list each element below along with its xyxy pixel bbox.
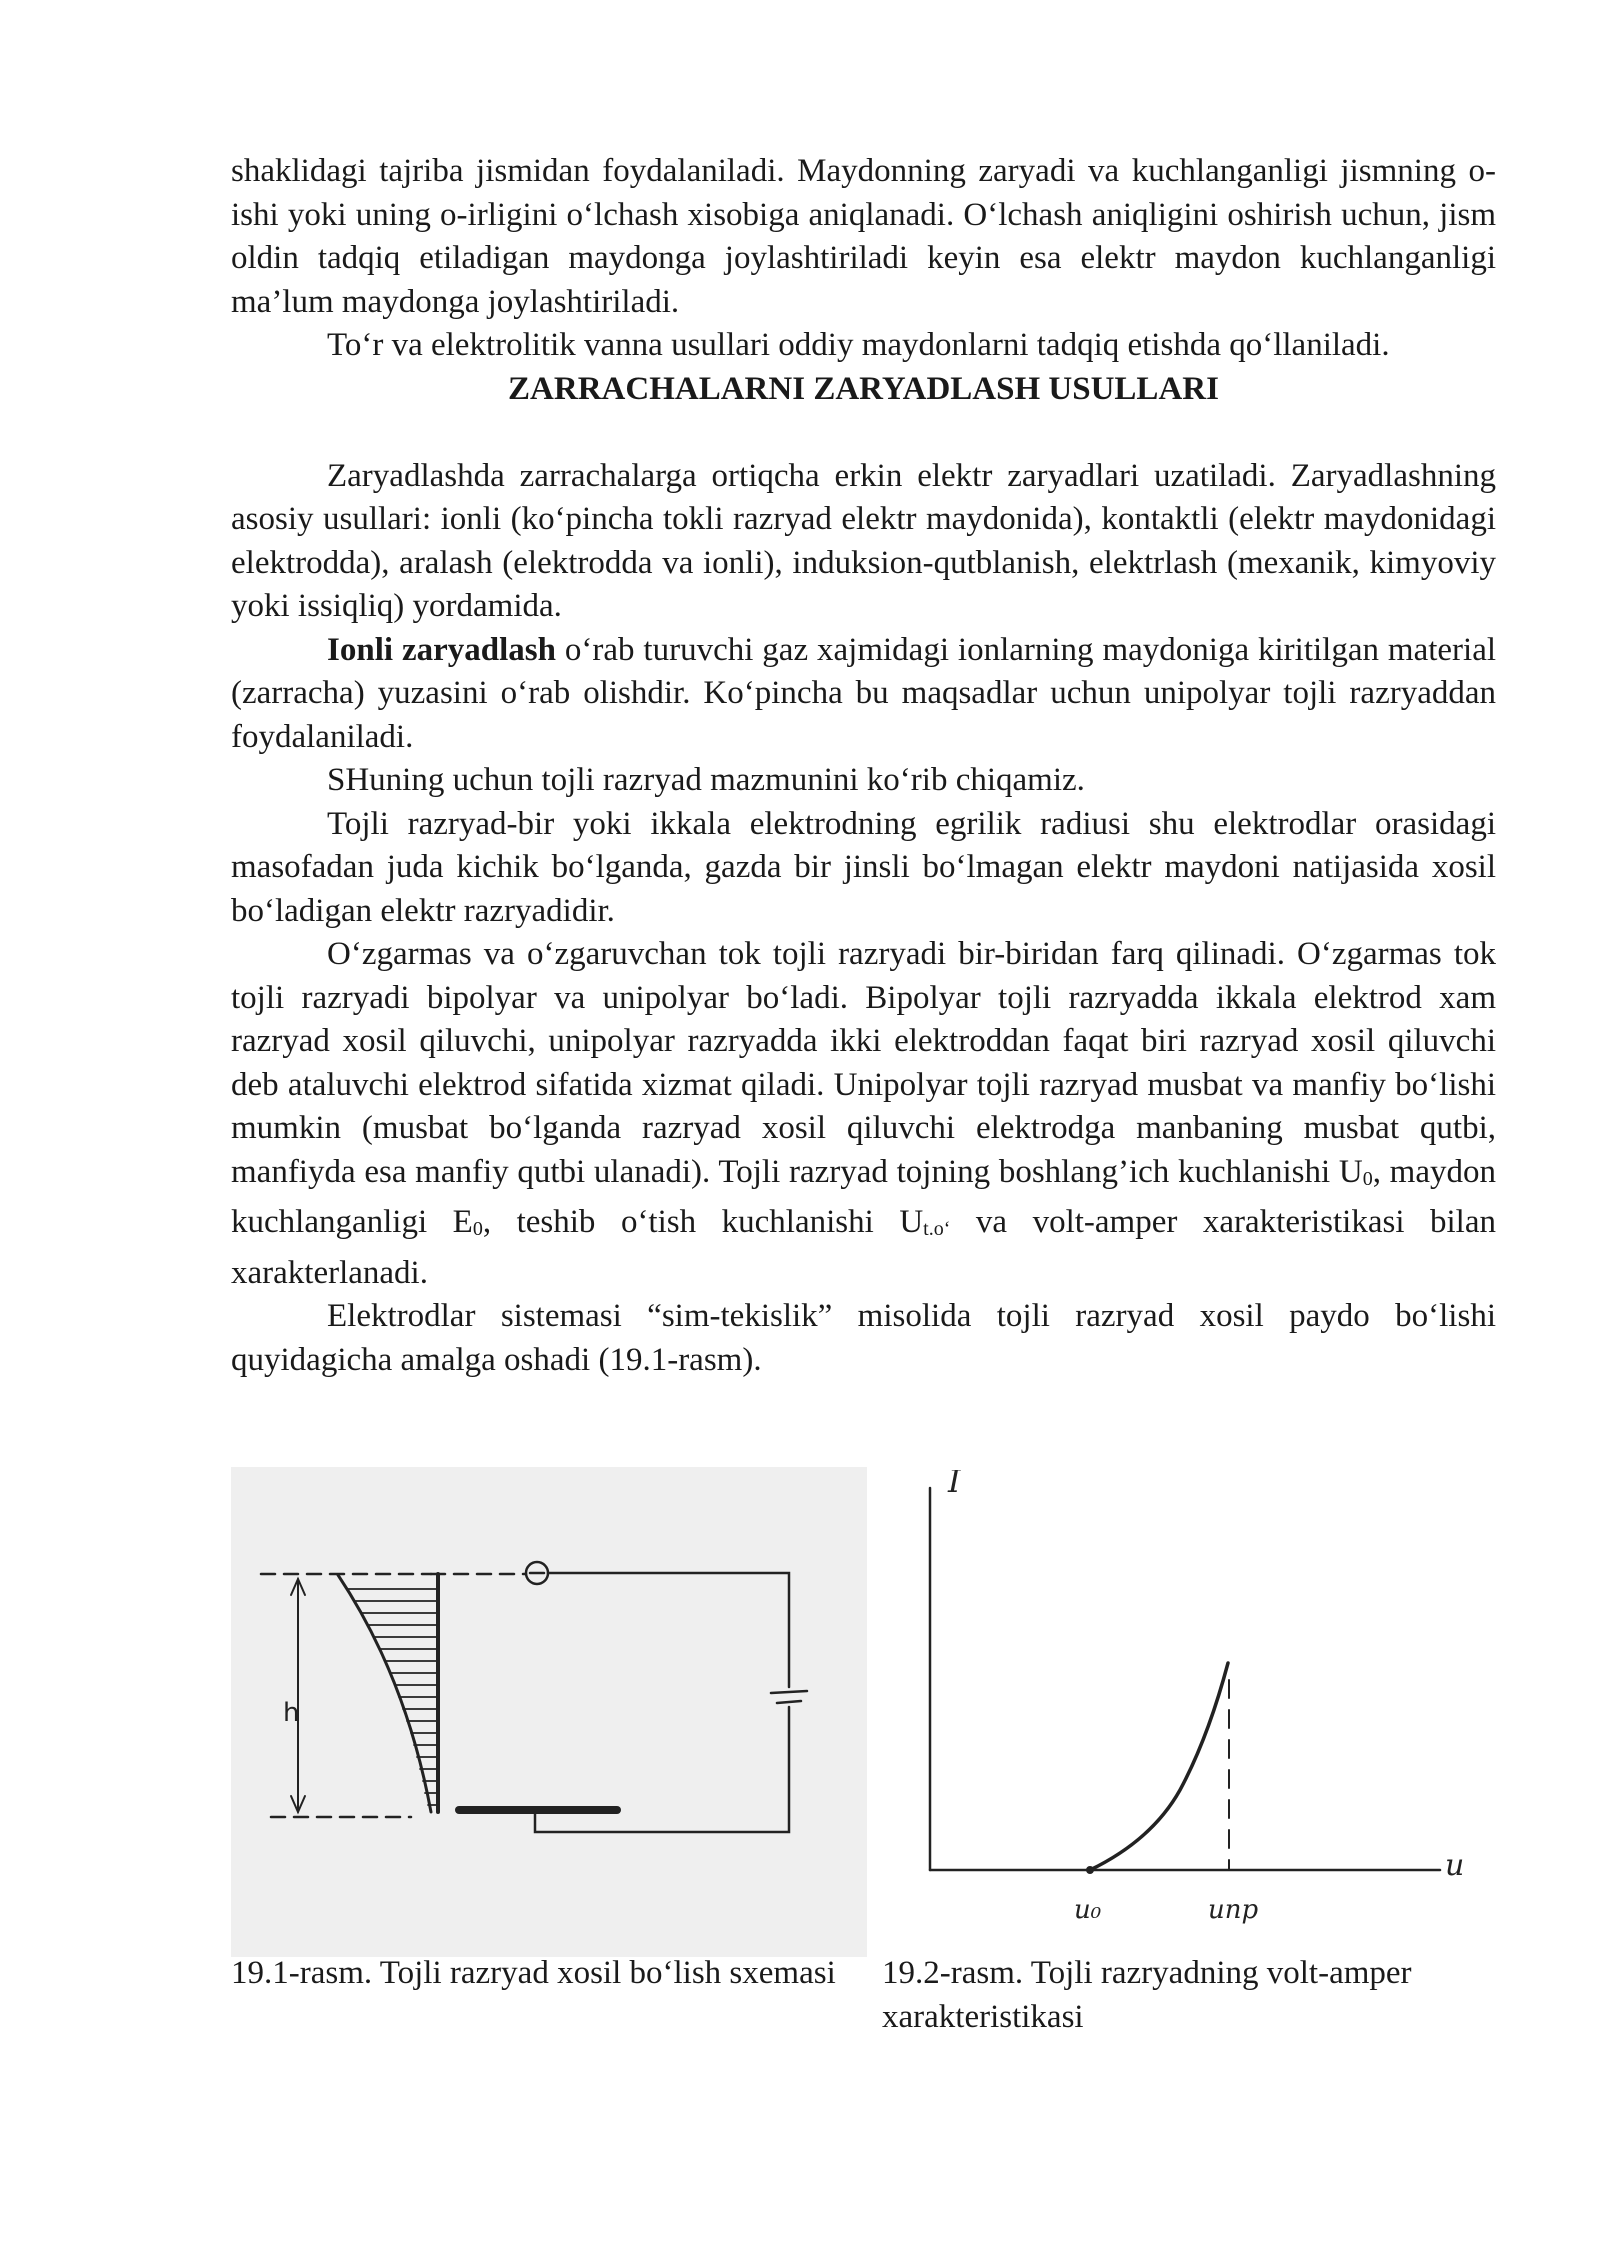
paragraph-2: To‘r va elektrolitik vanna usullari oddiy maydonlarni tadqiq etishda qo‘llaniladi. [327, 327, 1390, 363]
field-profile-curve [338, 1575, 431, 1812]
u0-point [1087, 1867, 1094, 1874]
x-axis-label: u [1445, 1848, 1465, 1883]
paragraph-3: Zaryadlashda zarrachalarga ortiqcha erkin elektr zaryadlari uzatiladi. Zaryadlashning asosiy usullari: ionli (ko‘pincha tokli razryad elektr maydonida), kontaktli (elektr maydonidagi elektrodda), aralash (elektrodda va ionli), induksion-qutblanish, elektrlash (mexanik, kimyoviy yoki issiqliq) yordamida. [231, 457, 1496, 624]
height-label: h [283, 1698, 300, 1728]
paragraph-7-part-d: va volt-amper xarakteristikasi bilan xarakterlanadi. [231, 1204, 1496, 1291]
subscript-u0: 0 [1362, 1167, 1373, 1190]
paragraph-6: Tojli razryad-bir yoki ikkala elektrodning egrilik radiusi shu elektrodlar orasidagi masofadan juda kichik bo‘lganda, gazda bir jinsli bo‘lmagan elektr maydoni natijasida xosil bo‘ladigan elektr razryadidir. [231, 805, 1496, 929]
paragraph-7-part-a: O‘zgarmas va o‘zgaruvchan tok tojli razryadi bir-biridan farq qilinadi. O‘zgarmas tok tojli razryadi bipolyar va unipolyar bo‘ladi. Bipolyar tojli razryadda ikkala elektrod xam razryad xosil qiluvchi, unipolyar razryadda ikki elektroddan faqat biri razryad xosil qiluvchi deb ataluvchi elektrod sifatida xizmat qiladi. Unipolyar tojli razryad musbat va manfiy bo‘lishi mumkin (musbat bo‘lganda razryad xosil qiluvchi elektrodga manbaning musbat qutbi, manfiyda esa manfiy qutbi ulanadi). Tojli razryad tojning boshlang’ich kuchlanishi U [231, 936, 1496, 1190]
battery-plate-long [771, 1691, 807, 1693]
paragraph-4-rest: o‘rab turuvchi gaz xajmidagi ionlarning maydoniga kiritilgan material (zarracha) yuzasini o‘rab olishdir. Ko‘pincha bu maqsadlar uchun unipolyar tojli razryaddan foydalaniladi. [231, 631, 1497, 755]
paragraph-7-part-b: , maydon kuchlanganligi E [231, 1153, 1496, 1240]
subscript-uto: t.o‘ [923, 1218, 951, 1240]
scheme-drawing [231, 1467, 867, 1957]
y-axis-label: I [948, 1470, 961, 1500]
battery-plate-short [777, 1701, 801, 1703]
text-body [231, 150, 1496, 1382]
figure-volt-ampere-chart [890, 1470, 1495, 1960]
bold-term: Ionli zaryadlash [327, 631, 556, 668]
paragraph-1: shaklidagi tajriba jismidan foydalaniladi. Maydonning zaryadi va kuchlanganligi jismning o-ishi yoki uning o-irligini o‘lchash xisobiga aniqlanadi. O‘lchash aniqligini oshirish uchun, jism oldin tadqiq etiladigan maydonga joylashtiriladi keyin esa elektr maydon kuchlanganligi ma’lum maydonga joylashtiriladi. [231, 153, 1496, 320]
paragraph-4 [231, 629, 1496, 760]
x-tick-upr: uпр [1208, 1895, 1259, 1925]
va-curve [1090, 1663, 1228, 1870]
paragraph-5: SHuning uchun tojli razryad mazmunini ko‘rib chiqamiz. [327, 762, 1085, 798]
figure-corona-scheme [231, 1467, 867, 1957]
va-chart-drawing [890, 1470, 1495, 1960]
subscript-e0: 0 [472, 1218, 483, 1240]
x-tick-u0: u₀ [1074, 1895, 1102, 1925]
wire-top-right [548, 1573, 789, 1687]
paragraph-7-part-c: , teshib o‘tish kuchlanishi U [482, 1204, 924, 1240]
figure-2-caption: 19.2-rasm. Tojli razryadning volt-amper xarakteristikasi [882, 1955, 1412, 2035]
figure-1-caption: 19.1-rasm. Tojli razryad xosil bo‘lish sxemasi [231, 1955, 836, 1991]
field-hatching [347, 1589, 438, 1805]
section-heading: ZARRACHALARNI ZARYADLASH USULLARI [508, 370, 1219, 407]
paragraph-8: Elektrodlar sistemasi “sim-tekislik” misolida tojli razryad xosil paydo bo‘lishi quyidagicha amalga oshadi (19.1-rasm). [231, 1298, 1496, 1378]
paragraph-7 [231, 933, 1496, 1295]
